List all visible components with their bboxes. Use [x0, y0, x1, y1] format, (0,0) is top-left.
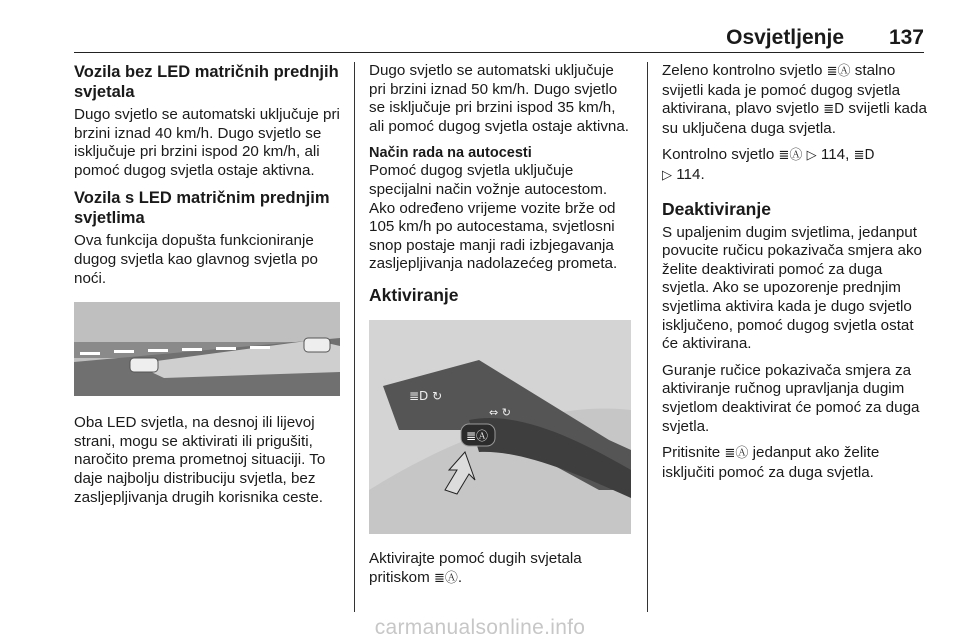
column-2 [369, 62, 634, 596]
watermark: carmanualsonline.info [374, 616, 586, 639]
caption-end: . [457, 568, 463, 586]
caption-text: Aktivirajte pomoć dugih svjetala pritiskom [369, 549, 582, 586]
page-ref-icon: ▷ [806, 148, 817, 164]
paragraph: Guranje ručice pokazivača smjera za aktiviranje ručnog upravljanja dugim svjetlom deaktivirat će pomoć za duga svjetla. [662, 361, 920, 435]
high-beam-icon: ≣D [823, 102, 845, 118]
high-beam-icon: ≣D [853, 148, 875, 164]
paragraph [662, 62, 928, 138]
caption [369, 550, 634, 588]
svg-text:≣D ↻: ≣D ↻ [409, 388, 443, 403]
page-title: Osvjetljenje [726, 26, 844, 49]
section-heading: Vozila s LED matričnim prednjim svjetlima [74, 189, 330, 228]
section-heading: Aktiviranje [369, 284, 459, 305]
page-ref-link[interactable]: 114. [676, 165, 705, 183]
column-1 [74, 62, 342, 515]
page-ref-icon: ▷ [662, 167, 672, 183]
text: stalno svijetli kada je pomoć dugog svjetla aktivirana, plavo svjetlo [662, 62, 901, 118]
page-header [74, 24, 924, 53]
page-number: 137 [888, 26, 924, 49]
matrix-light-illustration [74, 302, 340, 396]
paragraph [662, 444, 928, 482]
column-divider [354, 62, 355, 612]
auto-high-beam-icon: ≣Ⓐ [434, 570, 458, 586]
auto-high-beam-icon: ≣Ⓐ [778, 148, 803, 164]
page-ref-link[interactable]: 114, [820, 146, 850, 164]
subheading: Način rada na autocesti [369, 145, 532, 162]
text: jedanput ako želite isključiti pomoć za duga svjetla. [662, 444, 880, 481]
paragraph [662, 146, 928, 185]
paragraph: S upaljenim dugim svjetlima, jedanput povucite ručicu pokazivača smjera ako želite deaktivirati pomoć za duga svjetla. Ako se upozorenje prednjim svjetlima aktivira kada je dugo svjetlo isključeno, pomoć dugog svjetla ostat će aktivirana. [662, 223, 922, 353]
section-heading: Vozila bez LED matričnih prednjih svjetala [74, 63, 339, 101]
svg-text:⇔ ↻: ⇔ ↻ [489, 405, 511, 419]
text: Kontrolno svjetlo [662, 146, 775, 164]
stalk-button-illustration [369, 320, 631, 534]
auto-high-beam-icon: ≣Ⓐ [724, 446, 749, 462]
text: Zeleno kontrolno svjetlo [662, 62, 823, 79]
column-divider [647, 62, 648, 612]
section-heading: Deaktiviranje [662, 198, 771, 219]
text: Pritisnite [662, 444, 721, 462]
column-3 [662, 62, 928, 490]
paragraph: Dugo svjetlo se automatski uključuje pri brzini iznad 50 km/h. Dugo svjetlo se isključuje pri brzini ispod 35 km/h, ali pomoć dugog svjetla ostaje aktivna. [369, 62, 630, 135]
text: svijetli kada su uključena duga svjetla. [662, 100, 927, 137]
auto-high-beam-icon: ≣Ⓐ [826, 64, 851, 79]
paragraph: Pomoć dugog svjetla uključuje specijalni način vožnje autocestom. Ako određeno vrijeme vozite brže od 105 km/h po autocestama, svjetlosni snop postaje manji radi izbjegavanja zasljepljivanja nadolazećeg prometa. [369, 162, 618, 273]
paragraph: Oba LED svjetla, na desnoj ili lijevoj strani, mogu se aktivirati ili prigušiti, naročito prema prometnoj situaciji. To daje najbolju distribuciju svjetla, bez zasljepljivanja drugih korisnika ceste. [74, 414, 326, 506]
svg-text:≣Ⓐ: ≣Ⓐ [466, 428, 489, 443]
paragraph: Dugo svjetlo se automatski uključuje pri brzini iznad 40 km/h. Dugo svjetlo se isključuje pri brzini ispod 20 km/h, ali pomoć dugog svjetla ostaje aktivna. [74, 106, 340, 179]
paragraph: Ova funkcija dopušta funkcioniranje dugog svjetla kao glavnog svjetla po noći. [74, 232, 319, 287]
